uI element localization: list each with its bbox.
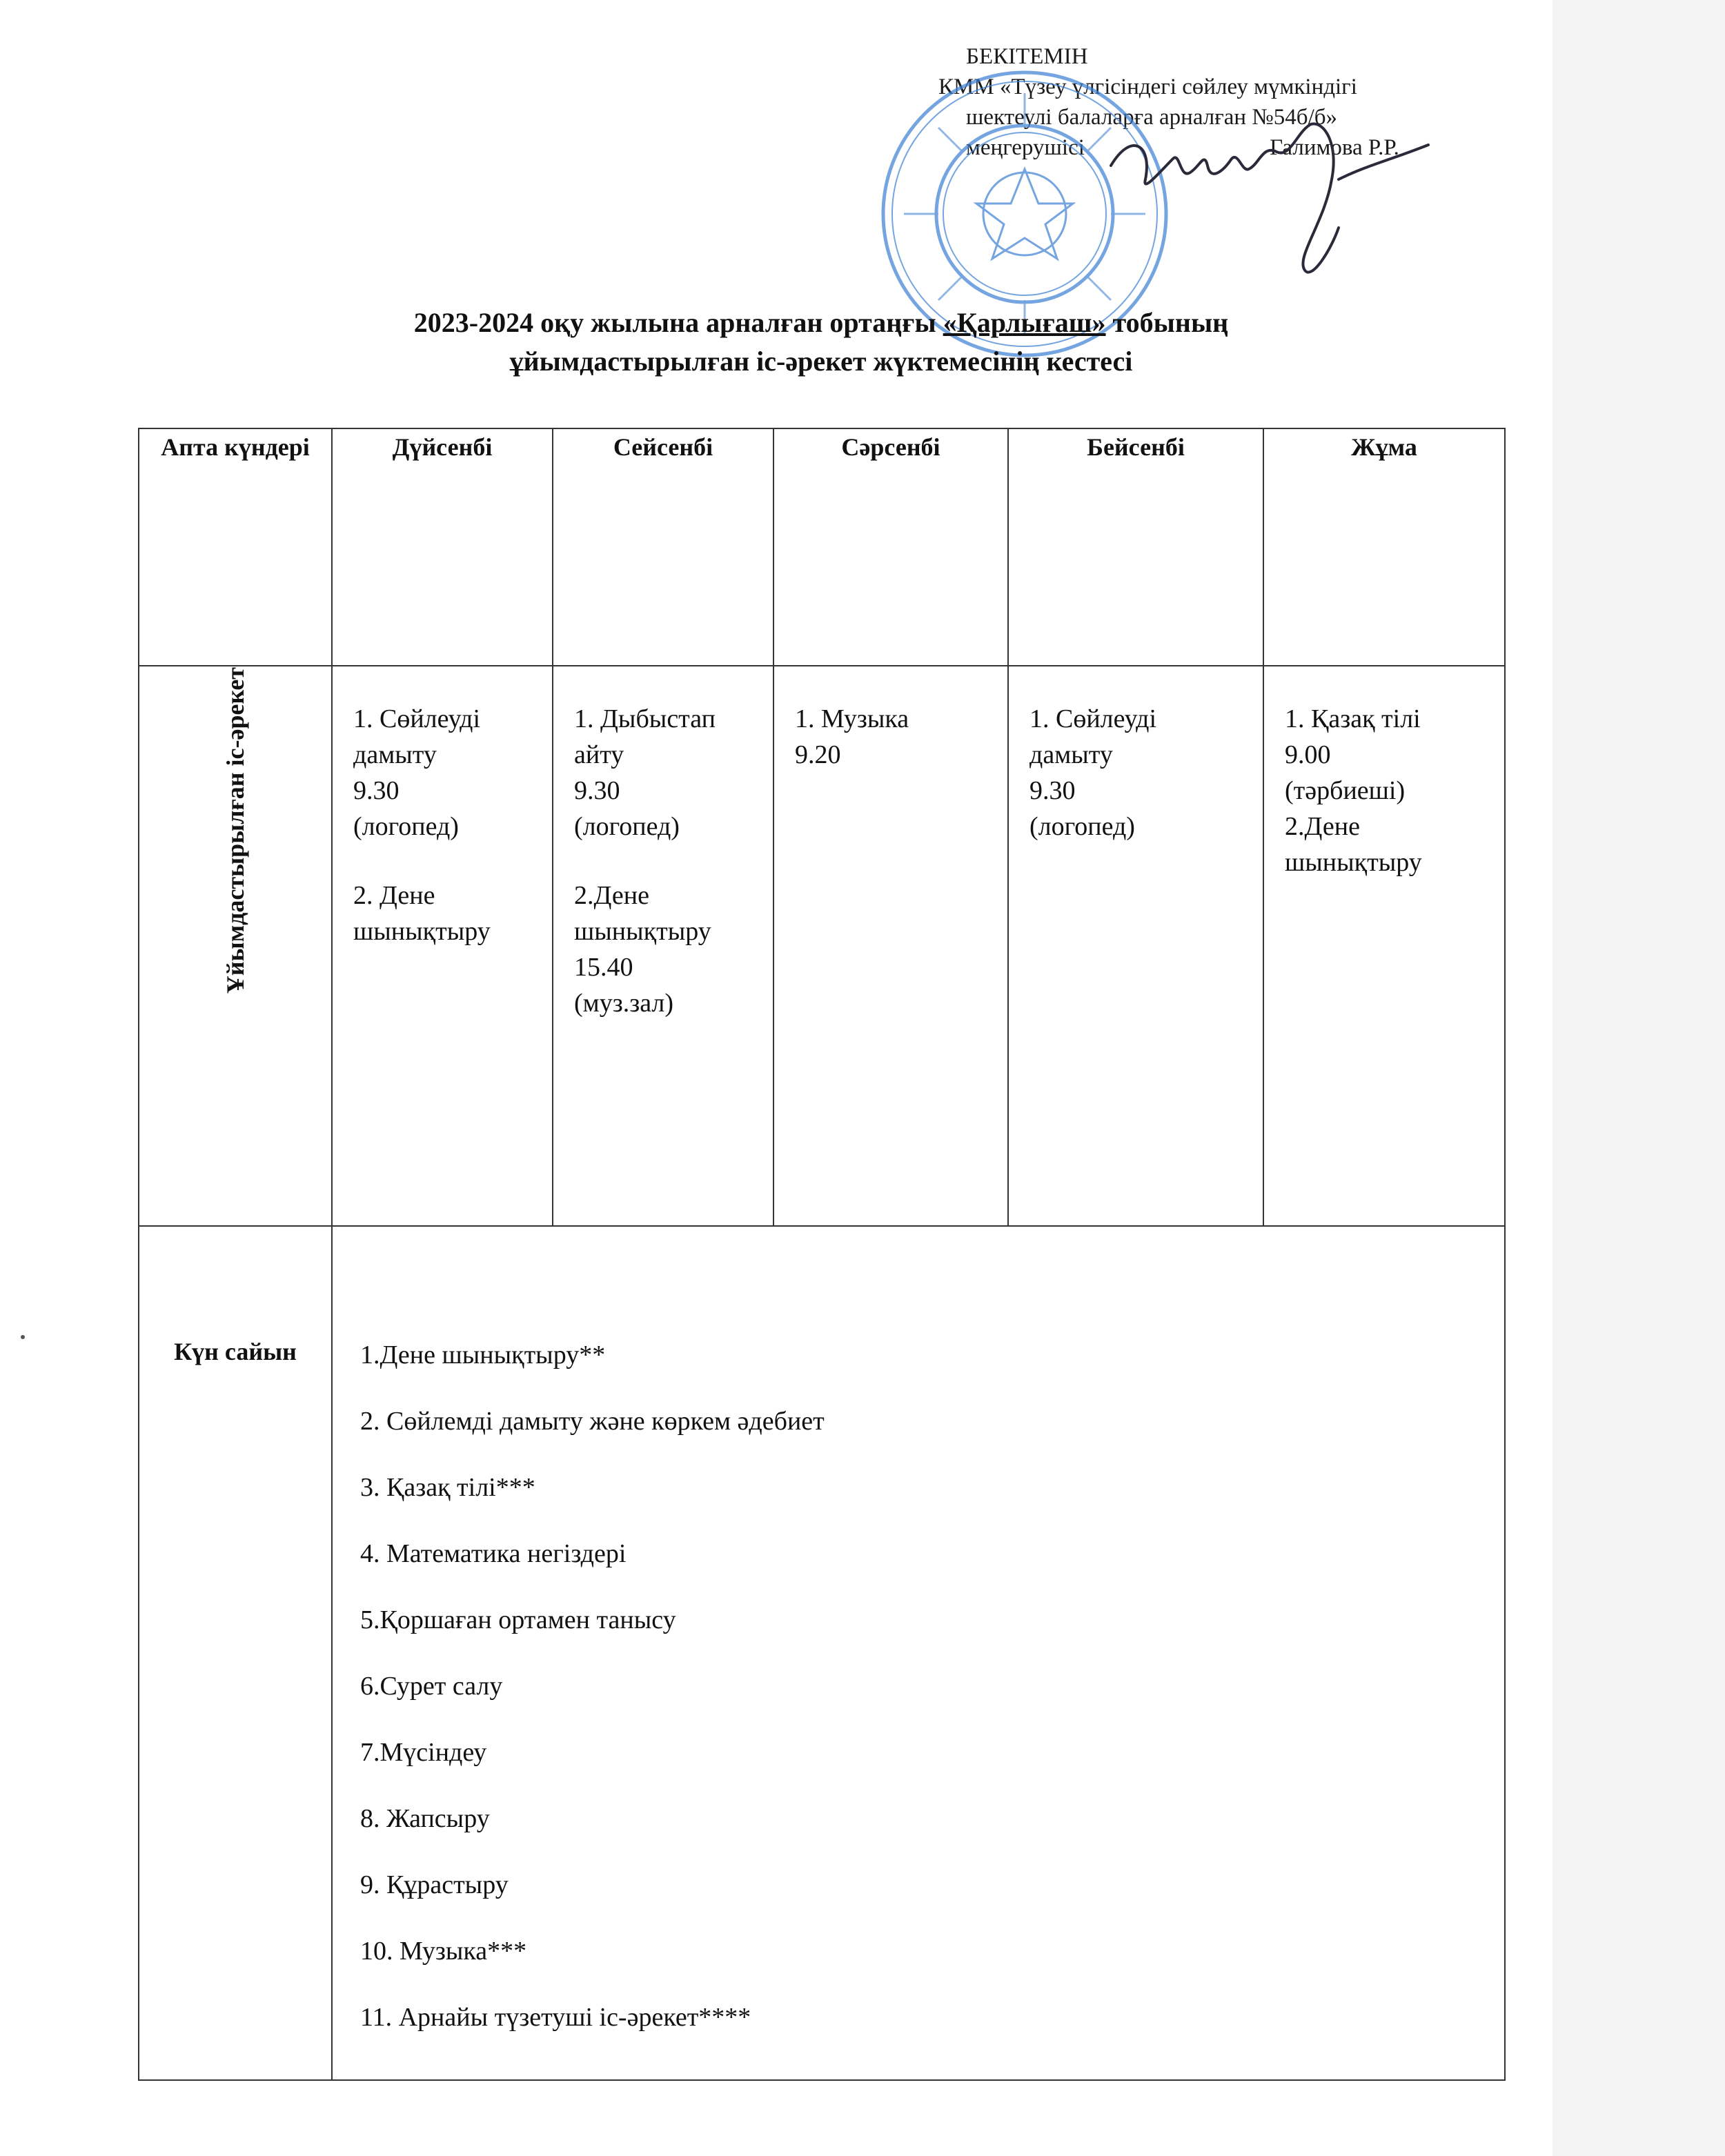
day-header-tuesday: Сейсенбі — [553, 428, 773, 666]
title-line-2: ұйымдастырылған іс-әрекет жүктемесінің кестесі — [509, 346, 1133, 377]
list-item: 2. Сөйлемді дамыту және көркем әдебиет — [360, 1407, 825, 1436]
approval-organization-cont: шектеулі балаларға арналған №54б/б» — [966, 105, 1338, 130]
schedule-item: 2. Дене шынықтыру — [353, 881, 491, 946]
handwritten-signature — [1104, 117, 1449, 297]
scan-margin — [1552, 0, 1725, 2156]
list-item: 1.Дене шынықтыру** — [360, 1341, 606, 1369]
schedule-item: 1. Сөйлеуді дамыту 9.30 (логопед) — [353, 704, 481, 841]
list-item: 4. Математика негіздері — [360, 1539, 627, 1568]
list-item: 6.Сурет салу — [360, 1672, 503, 1701]
group-name: «Қарлығаш» — [943, 307, 1106, 338]
list-item: 3. Қазақ тілі*** — [360, 1473, 535, 1502]
day-header-monday: Дүйсенбі — [332, 428, 553, 666]
schedule-cell-tuesday — [553, 666, 773, 1226]
schedule-cell-friday — [1263, 666, 1505, 1226]
list-item: 8. Жапсыру — [360, 1804, 490, 1833]
document-title — [235, 304, 1408, 381]
day-header-row — [139, 428, 1505, 666]
title-line-1 — [235, 304, 1408, 342]
list-item: 11. Арнайы түзетуші іс-әрекет**** — [360, 2003, 751, 2032]
schedule-cell-thursday — [1008, 666, 1263, 1226]
organized-activity-label: Ұйымдастырылған іс-әрекет — [221, 667, 249, 994]
schedule-item: 2.Дене шынықтыру 15.40 (муз.зал) — [574, 881, 711, 1018]
list-item: 5.Қоршаған ортамен танысу — [360, 1605, 676, 1634]
organized-activity-row — [139, 666, 1505, 1226]
daily-activities-list — [332, 1226, 1505, 2080]
daily-row — [139, 1226, 1505, 2080]
schedule-item: 1. Музыка 9.20 — [795, 704, 909, 769]
daily-label: Күн сайын — [139, 1226, 332, 2080]
title-suffix: тобының — [1105, 307, 1229, 338]
week-days-header: Апта күндері — [139, 428, 332, 666]
schedule-item: 1. Қазақ тілі 9.00 (тәрбиеші) 2.Дене шынықтыру — [1285, 704, 1422, 877]
approval-role: меңгерушісі — [966, 135, 1085, 160]
list-item: 10. Музыка*** — [360, 1937, 527, 1966]
organized-activity-label-cell — [139, 666, 332, 1226]
scan-speck — [21, 1335, 25, 1339]
title-prefix: 2023-2024 оқу жылына арналған ортаңғы — [413, 307, 943, 338]
schedule-item: 1. Дыбыстап айту 9.30 (логопед) — [574, 704, 716, 841]
schedule-item: 1. Сөйлеуді дамыту 9.30 (логопед) — [1029, 704, 1157, 841]
schedule-table — [138, 428, 1506, 2081]
approval-head-name: Галимова Р.Р. — [1270, 135, 1399, 160]
list-item: 7.Мүсіндеу — [360, 1738, 487, 1767]
list-item: 9. Құрастыру — [360, 1870, 509, 1899]
schedule-cell-monday — [332, 666, 553, 1226]
approval-heading: БЕКІТЕМІН — [966, 44, 1088, 69]
approval-organization: КММ «Түзеу үлгісіндегі сөйлеу мүмкіндігі — [938, 75, 1357, 99]
day-header-friday: Жұма — [1263, 428, 1505, 666]
day-header-thursday: Бейсенбі — [1008, 428, 1263, 666]
schedule-cell-wednesday — [773, 666, 1008, 1226]
day-header-wednesday: Сәрсенбі — [773, 428, 1008, 666]
